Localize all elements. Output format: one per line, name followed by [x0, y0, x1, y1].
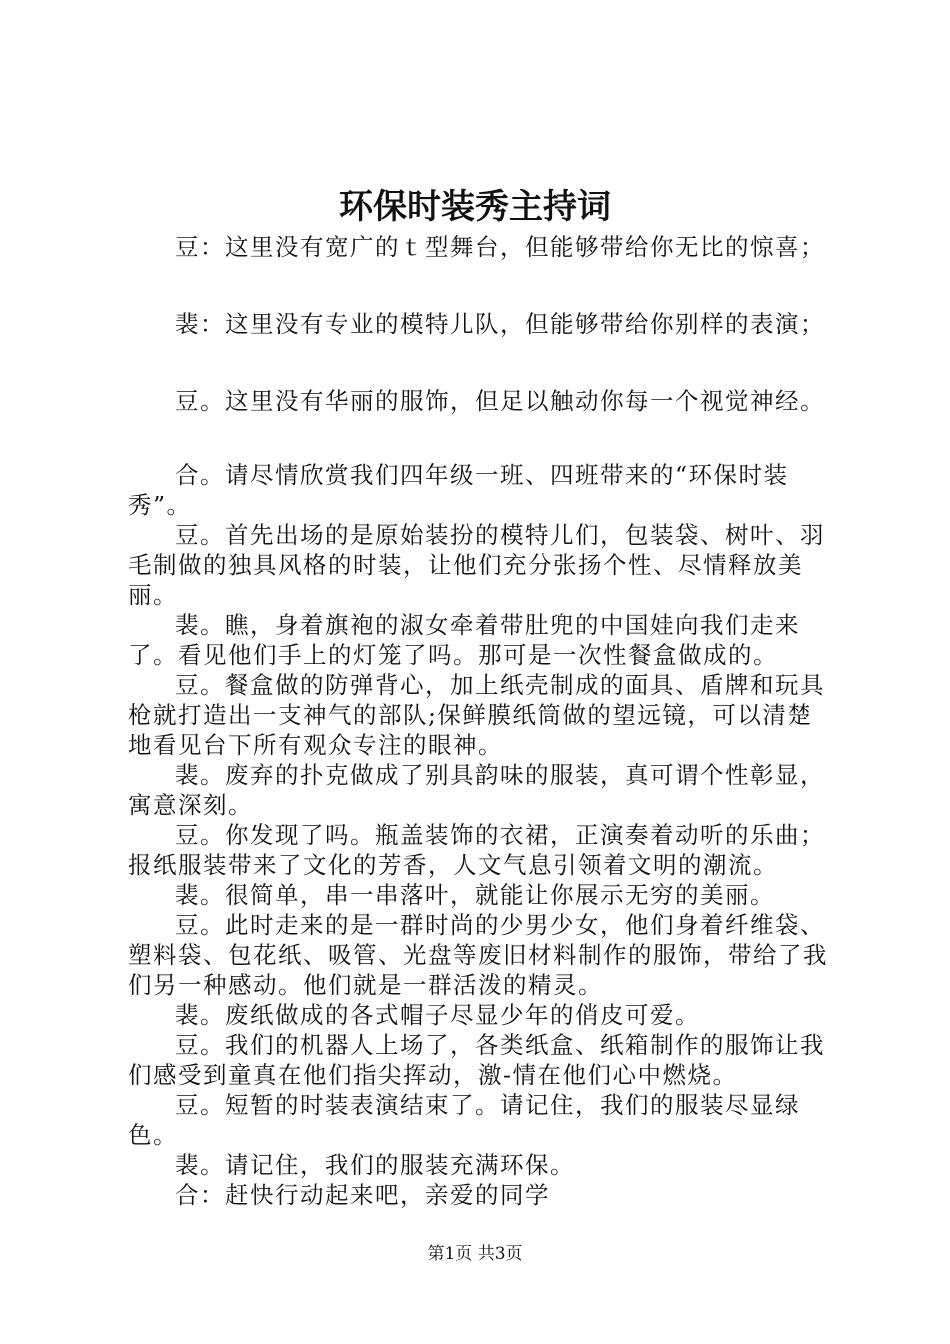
paragraph-13: 豆。我们的机器人上场了，各类纸盒、纸箱制作的服饰让我们感受到童真在他们指尖挥动，激-情在他们心中燃烧。 — [128, 1031, 825, 1089]
paragraph-3: 豆。这里没有华丽的服饰，但足以触动你每一个视觉神经。 — [175, 387, 825, 415]
paragraph-6: 裴。瞧，身着旗袍的淑女牵着带肚兜的中国娃向我们走来了。看见他们手上的灯笼了吗。那可是一次性餐盒做成的。 — [128, 611, 800, 669]
paragraph-12: 裴。废纸做成的各式帽子尽显少年的俏皮可爱。 — [175, 1001, 700, 1029]
document-body — [128, 232, 834, 1210]
paragraph-11: 豆。此时走来的是一群时尚的少男少女，他们身着纤维袋、塑料袋、包花纸、吸管、光盘等废旧材料制作的服饰，带给了我们另一种感动。他们就是一群活泼的精灵。 — [128, 911, 828, 999]
paragraph-15: 裴。请记住，我们的服装充满环保。 — [175, 1151, 575, 1179]
paragraph-4: 合。请尽情欣赏我们四年级一班、四班带来的“环保时装秀”。 — [128, 461, 789, 519]
document-title: 环保时装秀主持词 — [339, 187, 611, 227]
paragraph-7: 豆。餐盒做的防弹背心，加上纸壳制成的面具、盾牌和玩具枪就打造出一支神气的部队;保鲜膜纸筒做的望远镜，可以清楚地看见台下所有观众专注的眼神。 — [128, 671, 825, 759]
paragraph-9: 豆。你发现了吗。瓶盖装饰的衣裙，正演奏着动听的乐曲；报纸服装带来了文化的芳香，人文气息引领着文明的潮流。 — [128, 821, 825, 879]
paragraph-8: 裴。废弃的扑克做成了别具韵味的服装，真可谓个性彰显，寓意深刻。 — [128, 761, 825, 819]
page-number-footer: 第1页 共3页 — [427, 1244, 523, 1264]
paragraph-1: 豆：这里没有宽广的ｔ型舞台，但能够带给你无比的惊喜； — [175, 233, 825, 261]
paragraph-10: 裴。很简单，串一串落叶，就能让你展示无穷的美丽。 — [175, 881, 775, 909]
paragraph-5: 豆。首先出场的是原始装扮的模特儿们，包装袋、树叶、羽毛制做的独具风格的时装，让他们充分张扬个性、尽情释放美丽。 — [128, 521, 825, 609]
paragraph-16: 合：赶快行动起来吧，亲爱的同学 — [175, 1181, 550, 1209]
paragraph-14: 豆。短暂的时装表演结束了。请记住，我们的服装尽显绿色。 — [128, 1091, 800, 1149]
paragraph-2: 裴：这里没有专业的模特儿队，但能够带给你别样的表演； — [175, 310, 825, 338]
